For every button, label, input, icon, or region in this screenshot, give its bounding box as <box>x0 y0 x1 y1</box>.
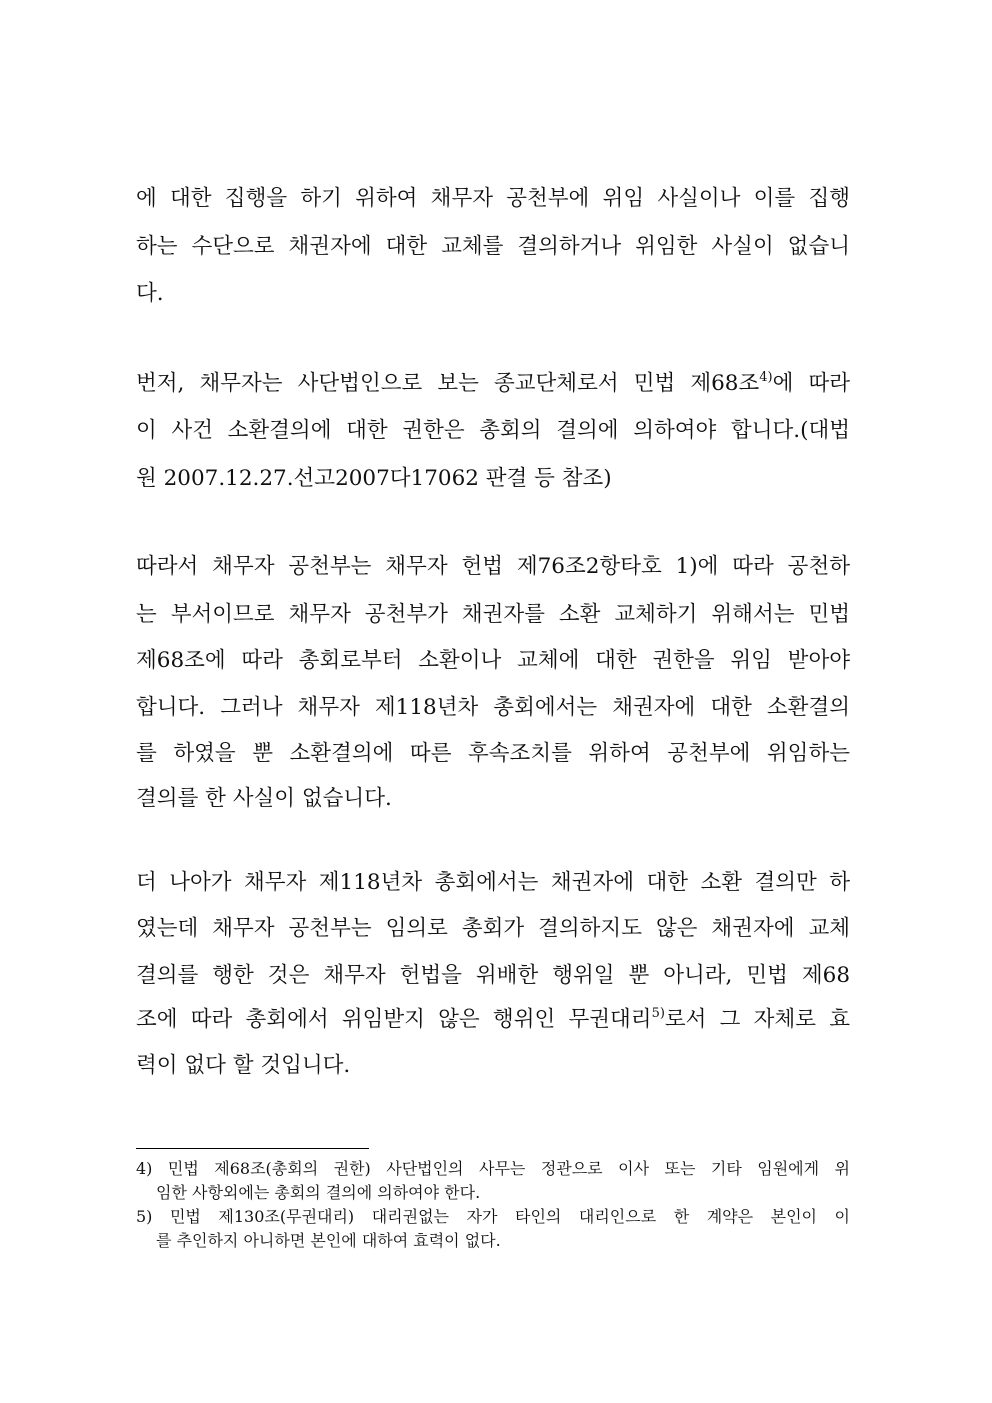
footnote-ref-4: 4) <box>759 370 773 385</box>
paragraph-3-line-3: 제68조에 따라 총회로부터 소환이나 교체에 대한 권한을 위임 받아야 <box>136 648 850 673</box>
footnote-4-line-2: 임한 사항외에는 총회의 결의에 의하여야 한다. <box>156 1183 481 1202</box>
paragraph-1-line-1: 에 대한 집행을 하기 위하여 채무자 공천부에 위임 사실이나 이를 집행 <box>136 186 850 211</box>
footnote-ref-5: 5) <box>651 1006 665 1021</box>
paragraph-2-line-1-text-a: 번저, 채무자는 사단법인으로 보는 종교단체로서 민법 제68조 <box>136 371 760 396</box>
footnote-separator <box>136 1148 369 1149</box>
paragraph-4-line-5: 력이 없다 할 것입니다. <box>136 1053 351 1078</box>
paragraph-2-line-2: 이 사건 소환결의에 대한 권한은 총회의 결의에 의하여야 합니다.(대법 <box>136 418 850 443</box>
paragraph-4-line-4-text-a: 조에 따라 총회에서 위임받지 않은 행위인 무권대리 <box>136 1007 652 1032</box>
paragraph-2-line-3: 원 2007.12.27.선고2007다17062 판결 등 참조) <box>136 466 612 491</box>
paragraph-1-line-3: 다. <box>136 281 164 306</box>
paragraph-2-line-1 <box>136 369 850 399</box>
paragraph-3-line-5: 를 하였을 뿐 소환결의에 따른 후속조치를 위하여 공천부에 위임하는 <box>136 741 850 766</box>
paragraph-3-line-4: 합니다. 그러나 채무자 제118년차 총회에서는 채권자에 대한 소환결의 <box>136 695 850 720</box>
paragraph-2-line-1-text-b: 에 따라 <box>772 371 850 396</box>
paragraph-4-line-1: 더 나아가 채무자 제118년차 총회에서는 채권자에 대한 소환 결의만 하 <box>136 870 850 895</box>
paragraph-4-line-4 <box>136 1005 850 1035</box>
paragraph-4-line-4-text-b: 로서 그 자체로 효 <box>664 1007 850 1032</box>
paragraph-1-line-2: 하는 수단으로 채권자에 대한 교체를 결의하거나 위임한 사실이 없습니 <box>136 234 850 259</box>
footnote-4-line-1: 4) 민법 제68조(총회의 권한) 사단법인의 사무는 정관으로 이사 또는 기타 임원에게 위 <box>136 1159 850 1178</box>
paragraph-3-line-1: 따라서 채무자 공천부는 채무자 헌법 제76조2항타호 1)에 따라 공천하 <box>136 554 850 579</box>
paragraph-3-line-2: 는 부서이므로 채무자 공천부가 채권자를 소환 교체하기 위해서는 민법 <box>136 602 850 627</box>
footnote-5-line-2: 를 추인하지 아니하면 본인에 대하여 효력이 없다. <box>156 1231 501 1250</box>
footnote-5-line-1: 5) 민법 제130조(무권대리) 대리권없는 자가 타인의 대리인으로 한 계약은 본인이 이 <box>136 1207 850 1226</box>
paragraph-4-line-3: 결의를 행한 것은 채무자 헌법을 위배한 행위일 뿐 아니라, 민법 제68 <box>136 963 850 988</box>
paragraph-4-line-2: 였는데 채무자 공천부는 임의로 총회가 결의하지도 않은 채권자에 교체 <box>136 916 850 941</box>
paragraph-3-line-6: 결의를 한 사실이 없습니다. <box>136 786 392 811</box>
